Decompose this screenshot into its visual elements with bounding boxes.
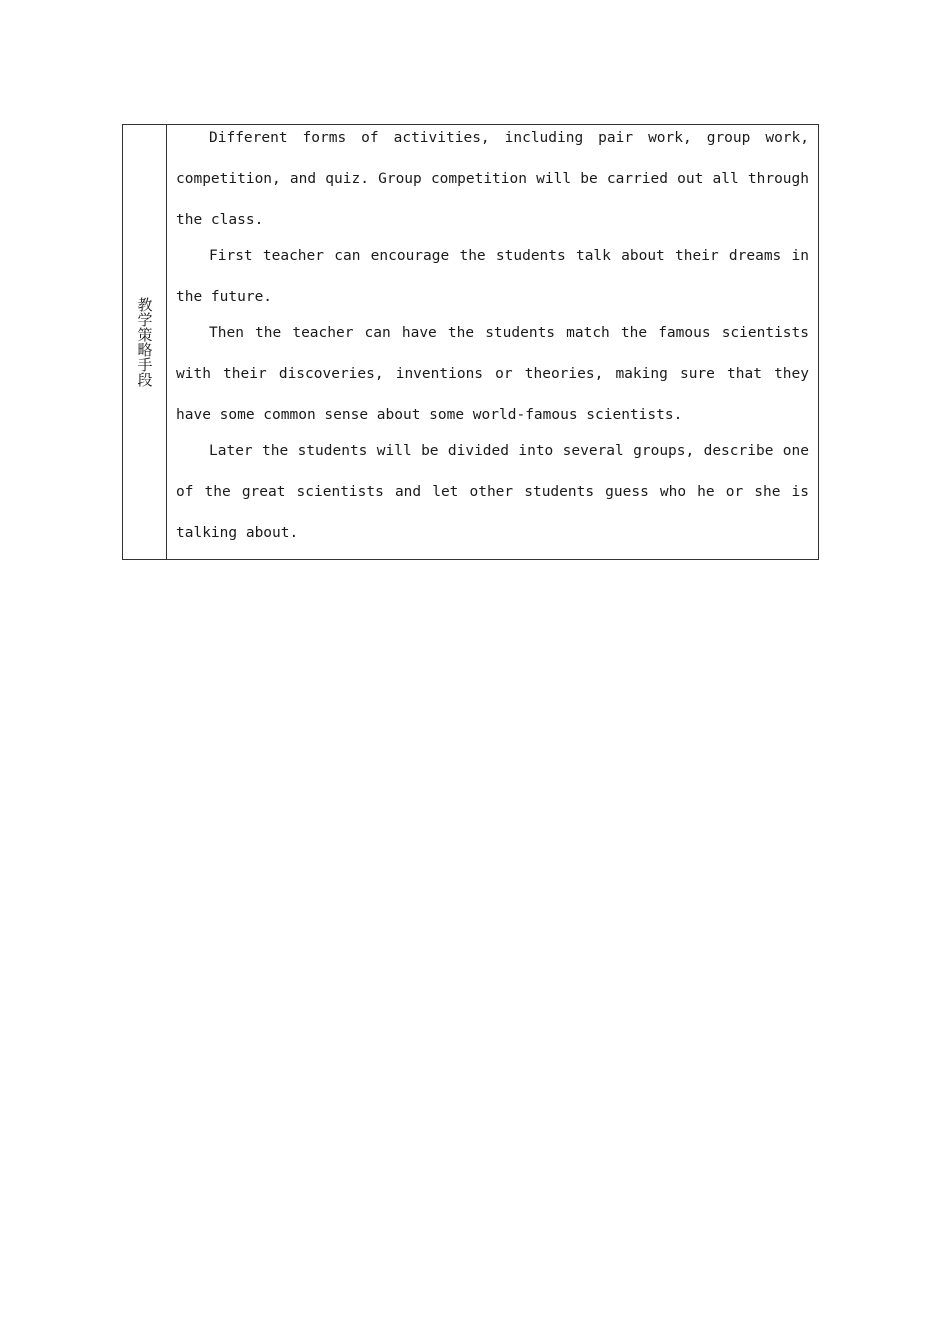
row-label: 教学策略手段 (135, 297, 154, 387)
paragraph-activities: Different forms of activities, including pair work, group work, competition, and quiz. Group competition will be carried out all through the class. (176, 130, 809, 228)
paragraph-group-guess: Later the students will be divided into several groups, describe one of the great scientists and let other students guess who he or she is talking about. (176, 443, 809, 541)
strategy-table (122, 124, 819, 560)
paragraph-scientists-match: Then the teacher can have the students match the famous scientists with their discoveries, inventions or theories, making sure that they have some common sense about some world-famous scientists. (176, 325, 809, 423)
content-cell (167, 125, 818, 559)
label-cell (123, 125, 167, 559)
paragraph-dreams: First teacher can encourage the students talk about their dreams in the future. (176, 248, 809, 305)
